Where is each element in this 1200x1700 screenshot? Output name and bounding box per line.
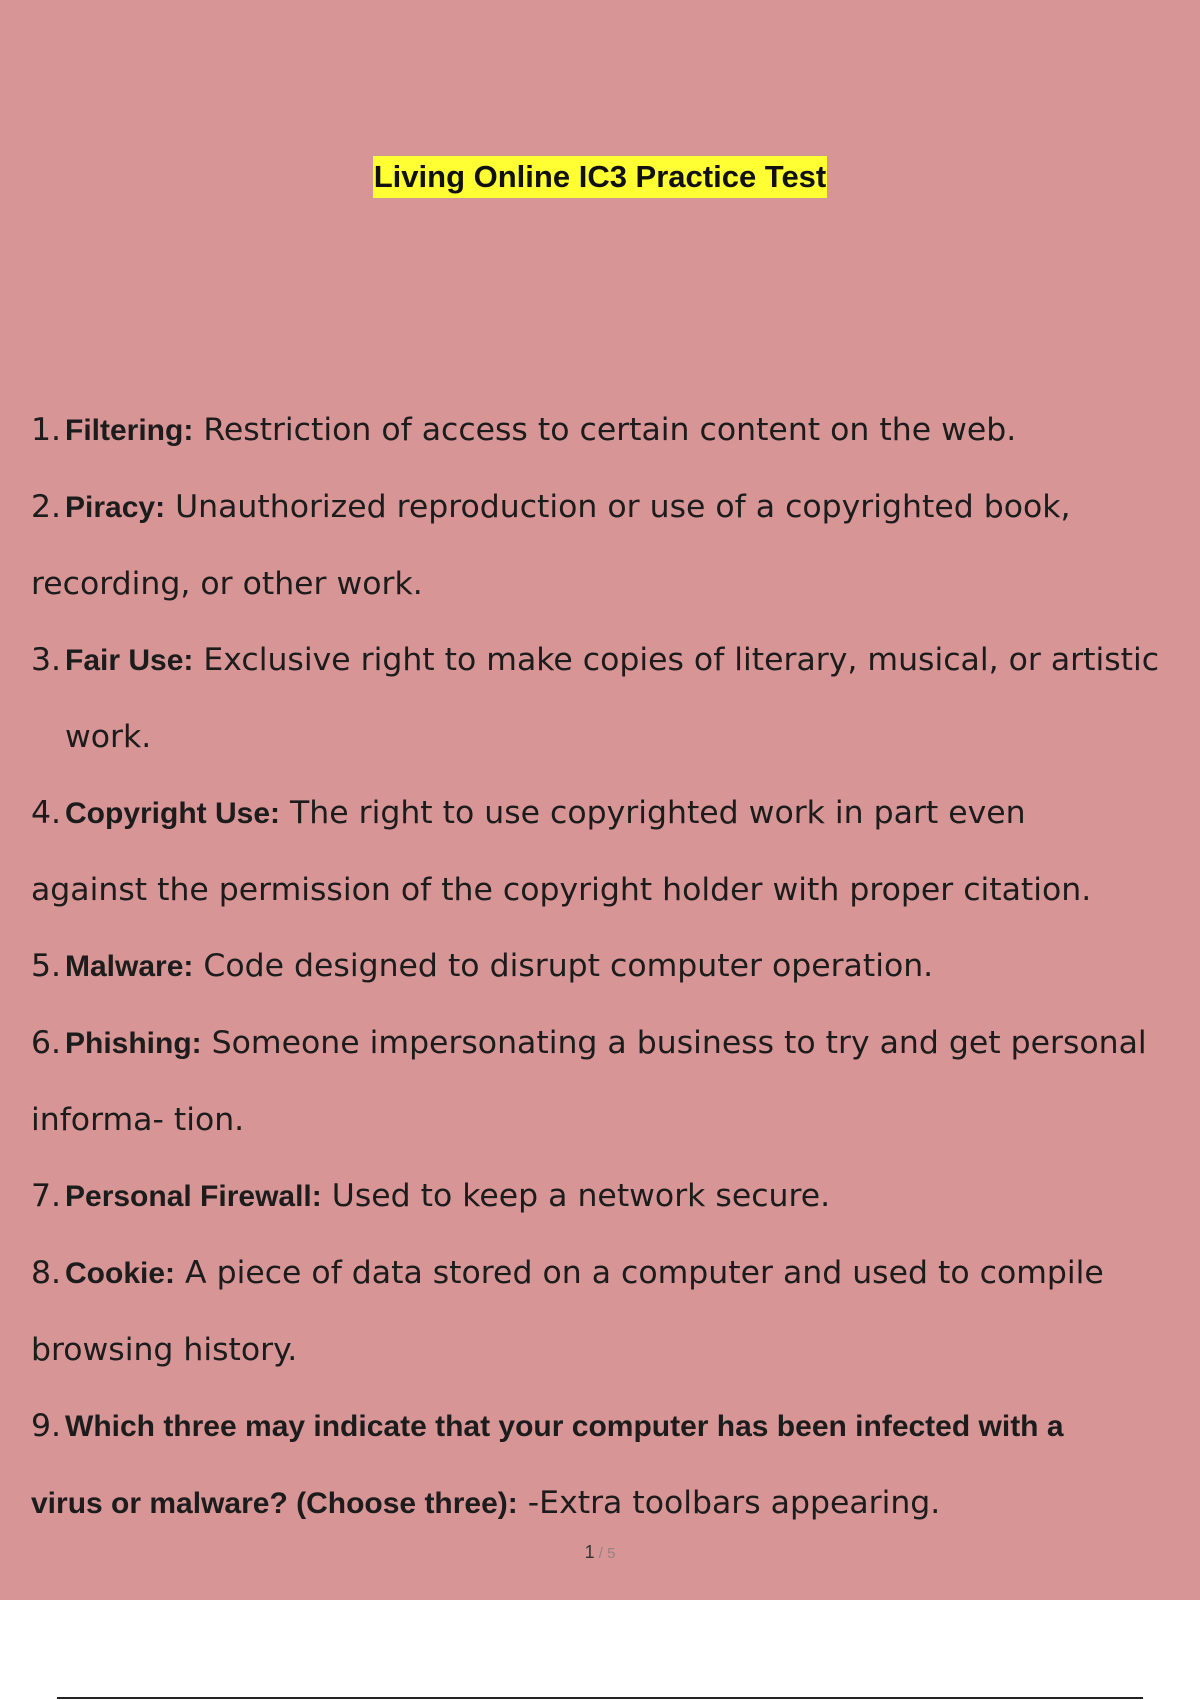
item-definition-continued: work. <box>65 719 152 755</box>
item-term: Cookie: <box>65 1257 176 1290</box>
item-number: 3. <box>31 642 62 678</box>
item-definition: Restriction of access to certain content on the web. <box>193 412 1017 448</box>
item-term: Phishing: <box>65 1027 202 1060</box>
list-item-line <box>31 775 1196 852</box>
page-divider <box>57 1697 1143 1699</box>
item-question: Which three may indicate that your computer has been infected with a <box>65 1410 1064 1443</box>
item-number: 8. <box>31 1255 62 1291</box>
item-number: 1. <box>31 412 62 448</box>
list-item-9 <box>31 1388 1196 1542</box>
list-item-3 <box>31 622 1196 775</box>
list-item-6 <box>31 1005 1196 1158</box>
item-definition: Unauthorized reproduction or use of a copyrighted book, <box>165 489 1071 525</box>
current-page-number: 1 <box>584 1542 595 1562</box>
list-item-7 <box>31 1158 1196 1235</box>
item-definition: Someone impersonating a business to try and get personal <box>201 1025 1147 1061</box>
definition-list <box>31 392 1196 1542</box>
item-term: Personal Firewall: <box>65 1180 322 1213</box>
list-item-line <box>31 1388 1196 1465</box>
item-definition-continued: browsing history. <box>31 1332 298 1368</box>
item-term: Copyright Use: <box>65 797 281 830</box>
item-question-continued: virus or malware? (Choose three): <box>31 1487 518 1520</box>
item-number: 6. <box>31 1025 62 1061</box>
item-number: 9. <box>31 1408 62 1444</box>
item-term: Fair Use: <box>65 644 194 677</box>
item-definition: The right to use copyrighted work in part even <box>280 795 1026 831</box>
list-item-line-continued <box>31 1465 1196 1542</box>
list-item-line <box>31 928 1196 1005</box>
list-item-5 <box>31 928 1196 1005</box>
item-definition: Exclusive right to make copies of literary, musical, or artistic <box>193 642 1160 678</box>
list-item-1 <box>31 392 1196 469</box>
list-item-4 <box>31 775 1196 928</box>
list-item-line <box>31 1158 1196 1235</box>
item-definition-continued: informa- tion. <box>31 1102 245 1138</box>
item-term: Filtering: <box>65 414 194 447</box>
item-answer: -Extra toolbars appearing. <box>517 1485 941 1521</box>
total-pages: / 5 <box>594 1545 616 1562</box>
item-number: 2. <box>31 489 62 525</box>
list-item-line <box>31 469 1196 546</box>
item-term: Piracy: <box>65 491 166 524</box>
item-definition-continued: recording, or other work. <box>31 566 423 602</box>
item-number: 4. <box>31 795 62 831</box>
page-title: Living Online IC3 Practice Test <box>373 156 828 198</box>
item-definition: Code designed to disrupt computer operation. <box>193 948 934 984</box>
page-indicator <box>0 1542 1200 1563</box>
list-item-line <box>31 1235 1196 1312</box>
list-item-line <box>31 1005 1196 1082</box>
list-item-2 <box>31 469 1196 622</box>
list-item-line <box>31 622 1196 699</box>
list-item-line <box>31 392 1196 469</box>
item-definition-continued: against the permission of the copyright holder with proper citation. <box>31 872 1092 908</box>
item-definition: A piece of data stored on a computer and used to compile <box>175 1255 1104 1291</box>
item-number: 7. <box>31 1178 62 1214</box>
list-item-8 <box>31 1235 1196 1388</box>
title-container <box>0 156 1200 198</box>
item-number: 5. <box>31 948 62 984</box>
item-definition: Used to keep a network secure. <box>321 1178 831 1214</box>
item-term: Malware: <box>65 950 194 983</box>
